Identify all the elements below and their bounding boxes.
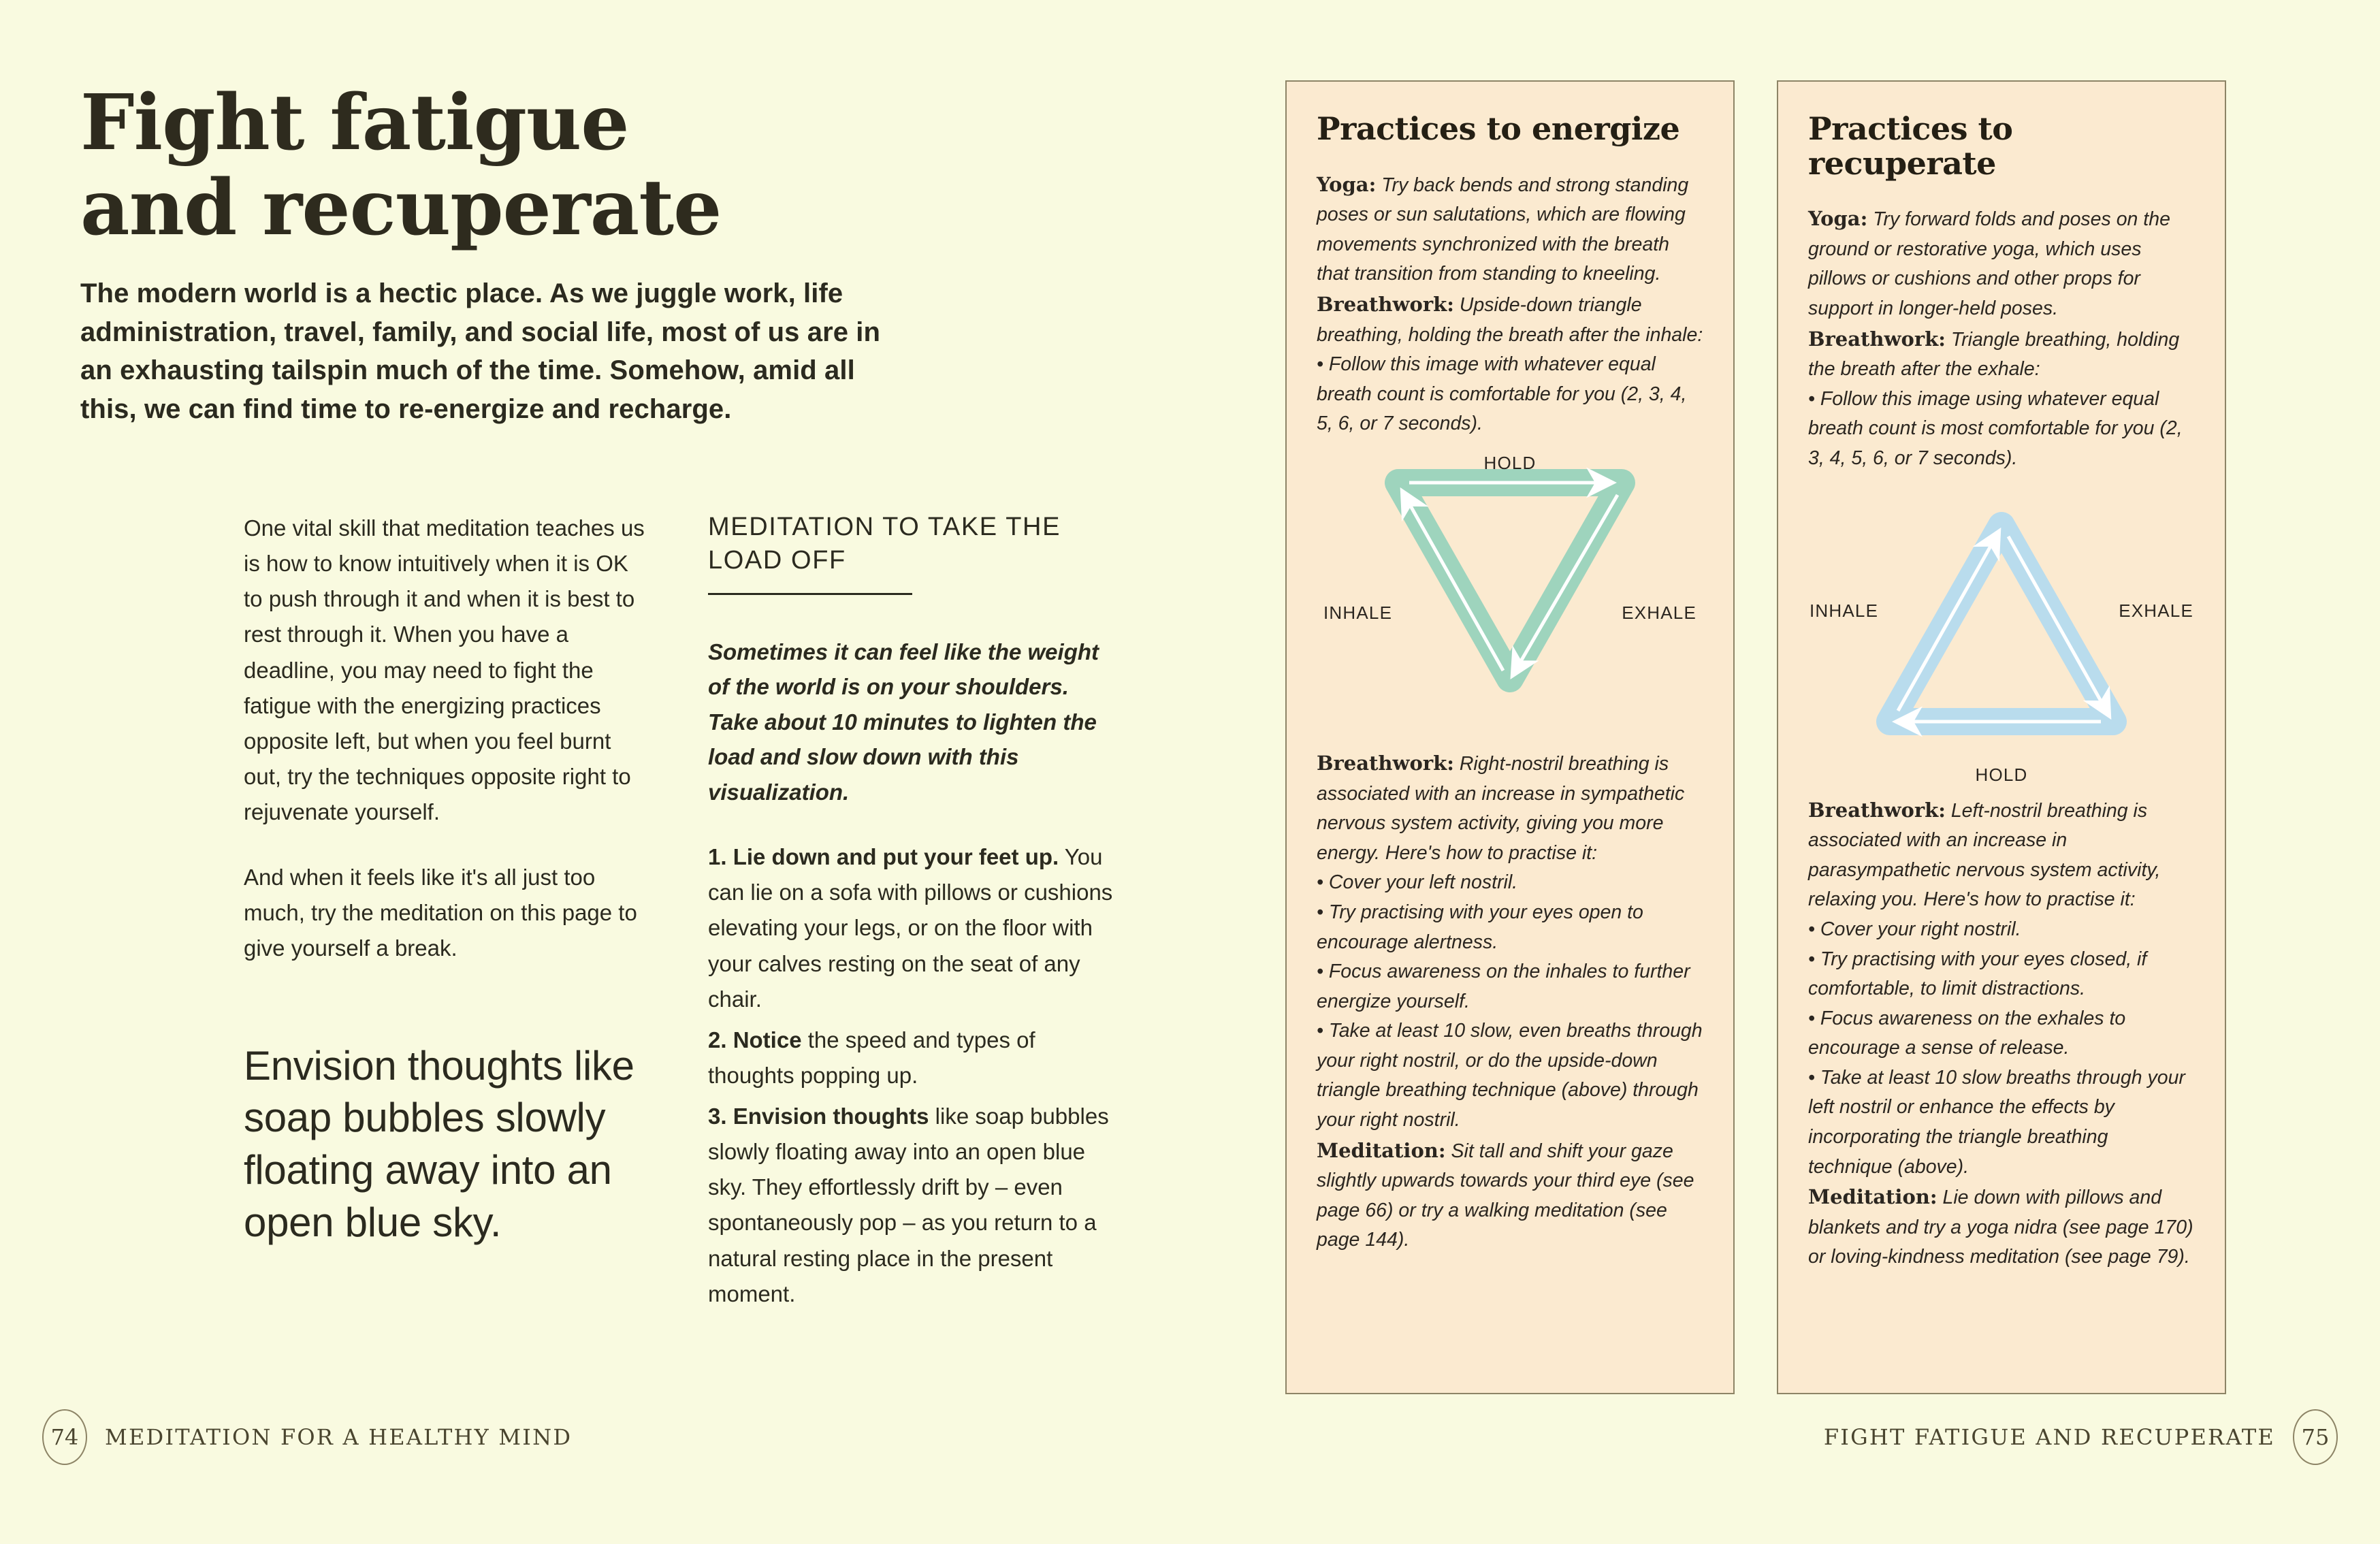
meditation-text: Lie down with pillows and blankets and try a yoga nidra (see page 170) or loving-kindness meditation (see page 79).	[1808, 1187, 2193, 1268]
folio-left	[42, 1409, 572, 1465]
column-left	[80, 511, 652, 1317]
diagram-label-exhale: EXHALE	[2119, 600, 2193, 621]
step-body: the speed and types of thoughts popping up.	[708, 1027, 1035, 1088]
energize-bullet-top: • Follow this image with whatever equal breath count is comfortable for you (2, 3, 4, 5, 6, or 7 seconds).	[1317, 353, 1687, 435]
recuperate-bullet: • Focus awareness on the exhales to encourage a sense of release.	[1808, 1007, 2126, 1059]
page-title-line-2: and recuperate	[80, 163, 722, 253]
energize-bullet: • Focus awareness on the inhales to further energize yourself.	[1317, 961, 1690, 1012]
page-number-badge-right: 75	[2293, 1409, 2338, 1465]
recuperate-bullet: • Try practising with your eyes closed, if comfortable, to limit distractions.	[1808, 948, 2147, 1000]
inverted-triangle-breathing-diagram	[1317, 451, 1703, 744]
triangle-icon-upright	[1859, 498, 2144, 757]
meditation-label: Meditation:	[1317, 1138, 1446, 1162]
breathwork-text: Upside-down triangle breathing, holding the breath after the inhale:	[1317, 293, 1703, 346]
breathwork-label: Breathwork:	[1808, 327, 1946, 351]
breathwork-label: Breathwork:	[1317, 292, 1454, 316]
page-number-badge-left: 74	[42, 1409, 87, 1465]
panel-title-recuperate: Practices to recuperate	[1808, 110, 2013, 182]
page-title	[80, 80, 1197, 251]
energize-bullet: • Cover your left nostril.	[1317, 871, 1518, 894]
triangle-icon-inverted	[1367, 451, 1653, 710]
diagram-spacer	[1808, 474, 2195, 486]
body-paragraph-2: And when it feels like it's all just too much, try the meditation on this page to give yourself a break.	[244, 865, 637, 961]
breathwork-text-2: Right-nostril breathing is associated with an increase in sympathetic nervous system activity, giving you more energy. Here's how to practise it:	[1317, 752, 1685, 864]
recuperate-bullet: • Cover your right nostril.	[1808, 918, 2021, 940]
practice-panels	[1285, 80, 2226, 1394]
meditation-step	[708, 1099, 1116, 1312]
diagram-label-hold: HOLD	[1483, 452, 1537, 473]
yoga-text: Try back bends and strong standing poses or sun salutations, which are flowing movements synchronized with the breath that transition from standing to kneeling.	[1317, 174, 1689, 285]
running-head-left: MEDITATION FOR A HEALTHY MIND	[105, 1424, 573, 1450]
step-body: You can lie on a sofa with pillows or cushions elevating your legs, or on the floor with your calves resting on the seat of any chair.	[708, 844, 1113, 1012]
intro-paragraph: The modern world is a hectic place. As we juggle work, life administration, travel, family, and social life, most of us are in an exhausting tailspin much of the time. Somehow, amid all this, we can find time to re-energize and recharge.	[80, 278, 881, 425]
recuperate-breathwork-detail	[1808, 795, 2195, 915]
breathwork-text: Triangle breathing, holding the breath after the exhale:	[1808, 328, 2180, 381]
meditation-step	[708, 839, 1116, 1017]
panel-practices-to-energize	[1285, 80, 1735, 1394]
step-lead: 1. Lie down and put your feet up.	[708, 844, 1059, 870]
body-paragraph-1: One vital skill that meditation teaches us is how to know intuitively when it is OK to push through it and when it is best to rest through it. When you have a deadline, you may need to fight the fatigue with the energizing practices opposite left, but when you feel burnt out, try the techniques opposite right to rejuvenate yourself.	[244, 515, 645, 825]
panel-title-energize: Practices to energize	[1317, 110, 1680, 147]
breathwork-label-2: Breathwork:	[1808, 798, 1946, 822]
yoga-text: Try forward folds and poses on the ground or restorative yoga, which uses pillows or cushions and other props for support in longer-held poses.	[1808, 208, 2170, 319]
recuperate-bullet: • Take at least 10 slow breaths through your left nostril or enhance the effects by incorporating the triangle breathing technique (above).	[1808, 1066, 2185, 1178]
diagram-label-inhale: INHALE	[1810, 600, 1879, 621]
yoga-label: Yoga:	[1808, 207, 1868, 231]
recuperate-breathwork-intro	[1808, 324, 2195, 385]
page-footer	[0, 1409, 2380, 1464]
diagram-label-inhale: INHALE	[1323, 602, 1393, 623]
energize-yoga	[1317, 170, 1703, 289]
energize-breathwork-detail	[1317, 748, 1703, 868]
folio-right	[1824, 1409, 2338, 1465]
yoga-label: Yoga:	[1317, 172, 1377, 196]
diagram-label-hold: HOLD	[1975, 764, 2028, 785]
section-kicker: MEDITATION TO TAKE THE LOAD OFF	[708, 513, 1061, 575]
meditation-label: Meditation:	[1808, 1185, 1937, 1209]
energize-meditation	[1317, 1136, 1703, 1255]
upright-triangle-breathing-diagram	[1808, 498, 2195, 791]
breathwork-label-2: Breathwork:	[1317, 751, 1454, 775]
diagram-label-exhale: EXHALE	[1622, 602, 1696, 623]
two-column-area	[80, 511, 1197, 1317]
panel-practices-to-recuperate	[1777, 80, 2226, 1394]
energize-bullet: • Take at least 10 slow, even breaths through your right nostril, or do the upside-down triangle breathing technique (above) through your right nostril.	[1317, 1020, 1703, 1131]
recuperate-meditation	[1808, 1182, 2195, 1272]
step-body: like soap bubbles slowly floating away into an open blue sky. They effortlessly drift by – even spontaneously pop – as you return to a natural resting place in the present moment.	[708, 1104, 1109, 1306]
energize-bullet: • Try practising with your eyes open to encourage alertness.	[1317, 901, 1643, 953]
meditation-step	[708, 1023, 1116, 1093]
breathwork-text-2: Left-nostril breathing is associated with an increase in parasympathetic nervous system activity, relaxing you. Here's how to practise it:	[1808, 799, 2161, 911]
recuperate-bullet-top: • Follow this image using whatever equal breath count is most comfortable for you (2, 3, 4, 5, 6, or 7 seconds).	[1808, 387, 2183, 469]
meditation-intro: Sometimes it can feel like the weight of the world is on your shoulders. Take about 10 minutes to lighten the load and slow down with this visualization.	[708, 639, 1099, 805]
page-title-line-1: Fight fatigue	[80, 78, 629, 167]
column-right	[708, 511, 1116, 1317]
step-lead: 2. Notice	[708, 1027, 802, 1052]
energize-breathwork-intro	[1317, 289, 1703, 350]
running-head-right: FIGHT FATIGUE AND RECUPERATE	[1823, 1424, 2275, 1450]
step-lead: 3. Envision thoughts	[708, 1104, 929, 1129]
meditation-text: Sit tall and shift your gaze slightly upwards towards your third eye (see page 66) or try a walking meditation (see page 144).	[1317, 1140, 1694, 1251]
left-page-content	[80, 80, 1197, 1317]
pull-quote: Envision thoughts like soap bubbles slowly floating away into an open blue sky.	[244, 1042, 634, 1245]
recuperate-yoga	[1808, 204, 2195, 323]
kicker-underline-rule	[708, 593, 912, 595]
